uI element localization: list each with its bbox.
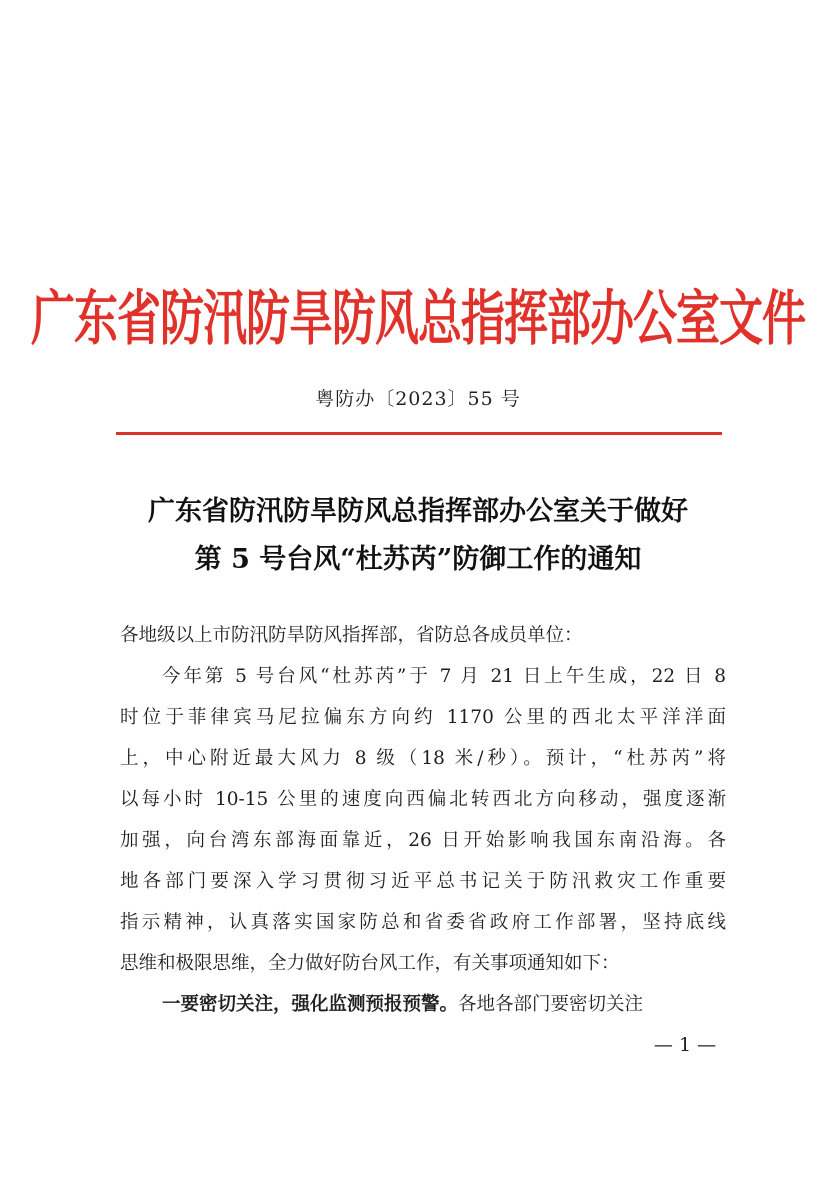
red-divider-line — [116, 432, 722, 435]
document-masthead: 广东省防汛防旱防风总指挥部办公室文件 — [31, 284, 805, 354]
document-number: 粤防办〔2023〕55 号 — [315, 388, 521, 410]
page-number: — 1 — — [653, 1034, 717, 1056]
paragraph-1-line: 思维和极限思维，全力做好防台风工作，有关事项通知如下： — [120, 953, 620, 974]
section-1-heading: 一要密切关注，强化监测预报预警。 — [162, 994, 459, 1015]
notice-title — [0, 488, 836, 584]
paragraph-1-line: 以每小时 10-15 公里的速度向西偏北转西北方向移动，强度逐渐 — [120, 789, 726, 810]
paragraph-1-line: 今年第 5 号台风“杜苏芮”于 7 月 21 日上午生成，22 日 8 — [162, 666, 726, 687]
section-1-line — [120, 984, 726, 1025]
paragraph-1-line: 加强，向台湾东部海面靠近，26 日开始影响我国东南沿海。各 — [120, 830, 726, 851]
section-1-text: 各地各部门要密切关注 — [458, 994, 644, 1015]
notice-title-line-1: 广东省防汛防旱防风总指挥部办公室关于做好 — [148, 496, 688, 527]
paragraph-1-line: 指示精神，认真落实国家防总和省委省政府工作部署，坚持底线 — [120, 912, 726, 933]
salutation: 各地级以上市防汛防旱防风指挥部，省防总各成员单位： — [120, 625, 583, 646]
notice-title-line-2: 第 5 号台风“杜苏芮”防御工作的通知 — [194, 544, 642, 575]
paragraph-1-line: 地各部门要深入学习贯彻习近平总书记关于防汛救灾工作重要 — [120, 871, 726, 892]
paragraph-1-line: 时位于菲律宾马尼拉偏东方向约 1170 公里的西北太平洋洋面 — [120, 707, 726, 728]
paragraph-1-line: 上，中心附近最大风力 8 级（18 米/秒）。预计，“杜苏芮”将 — [120, 748, 726, 769]
notice-body — [120, 615, 726, 1025]
